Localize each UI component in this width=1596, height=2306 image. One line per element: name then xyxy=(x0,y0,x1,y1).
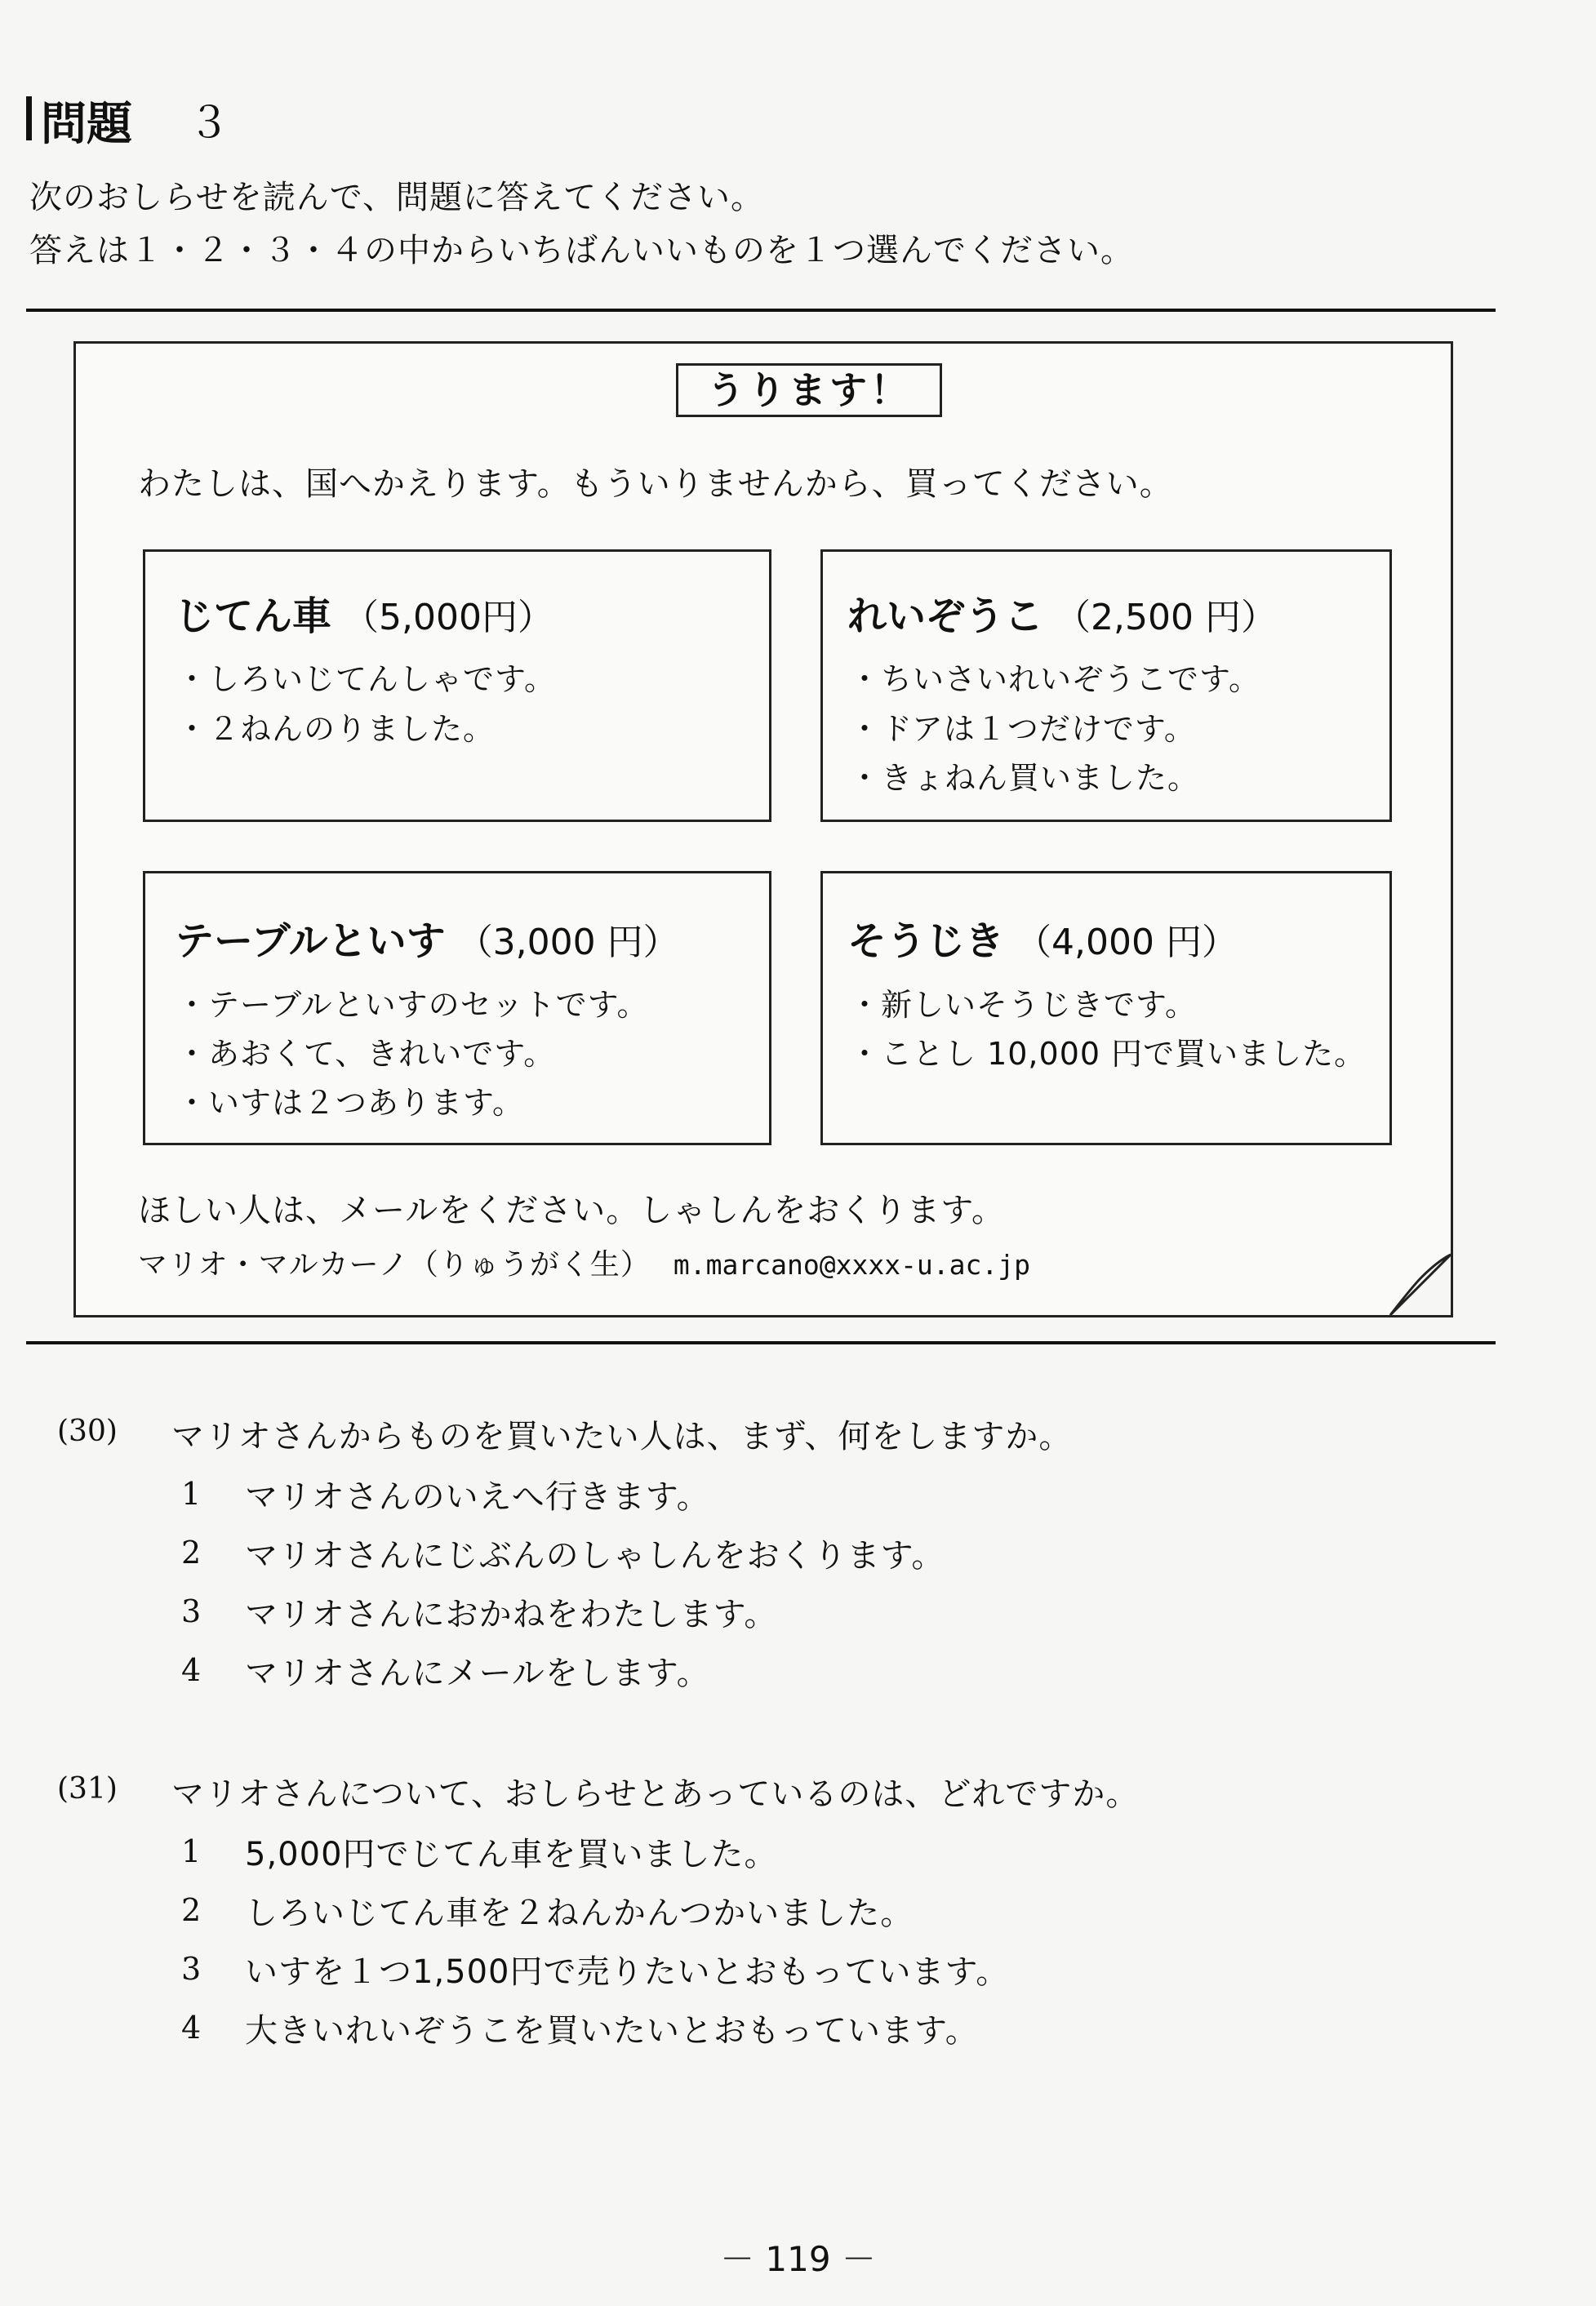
item-line: ・しろいじてんしゃです。 xyxy=(176,661,556,697)
item-card-table-chairs xyxy=(143,871,771,1145)
instruction-line-1: 次のおしらせを読んで、問題に答えてください。 xyxy=(29,179,764,216)
item-line: ・テーブルといすのセットです。 xyxy=(176,987,649,1023)
item-line: ・いすは２つあります。 xyxy=(176,1085,524,1121)
option-text: しろいじてん車を２ねんかんつかいました。 xyxy=(245,1895,914,1932)
option-number: 2 xyxy=(181,1892,202,1928)
notice-footer-1: ほしい人は、メールをください。しゃしんをおくります。 xyxy=(138,1192,1005,1229)
item-line: ・ドアは１つだけです。 xyxy=(849,711,1196,747)
item-card-bicycle xyxy=(143,549,771,822)
item-line: ・きょねん買いました。 xyxy=(849,760,1200,796)
option-text: いすを１つ1,500円で売りたいとおもっています。 xyxy=(245,1953,1010,1991)
page-curl-icon xyxy=(1389,1253,1451,1315)
item-title xyxy=(847,909,1238,966)
option-text: マリオさんにおかねをわたします。 xyxy=(245,1596,778,1633)
item-price: （5,000円） xyxy=(343,597,553,638)
item-title xyxy=(847,584,1277,641)
notice-title: うります！ xyxy=(676,363,942,417)
item-line: ・新しいそうじきです。 xyxy=(849,987,1197,1023)
sale-notice xyxy=(73,341,1453,1317)
option-text: マリオさんのいえへ行きます。 xyxy=(245,1478,710,1516)
option-text: マリオさんにメールをします。 xyxy=(245,1655,710,1692)
top-divider xyxy=(26,309,1496,312)
notice-footer-2 xyxy=(138,1242,1030,1283)
option-number: 2 xyxy=(181,1535,202,1571)
option-number: 3 xyxy=(181,1951,202,1987)
item-line: ・２ねんのりました。 xyxy=(176,711,496,747)
question-number: (30) xyxy=(57,1415,118,1448)
option-number: 1 xyxy=(181,1833,202,1869)
item-title xyxy=(175,584,553,641)
item-name: じてん車 xyxy=(175,593,332,639)
instruction-line-2: 答えは１・２・３・４の中からいちばんいいものを１つ選んでください。 xyxy=(29,232,1134,269)
option-number: 4 xyxy=(181,1652,202,1688)
option-text: 5,000円でじてん車を買いました。 xyxy=(245,1836,778,1873)
item-name: テーブルといす xyxy=(175,918,446,964)
item-line: ・あおくて、きれいです。 xyxy=(176,1036,556,1072)
notice-intro: わたしは、国へかえります。もういりませんから、買ってください。 xyxy=(138,465,1173,503)
item-price: （4,000 円） xyxy=(1016,922,1238,963)
question-number: (31) xyxy=(57,1772,118,1806)
question-text: マリオさんについて、おしらせとあっているのは、どれですか。 xyxy=(171,1775,1140,1813)
item-line: ・ことし 10,000 円で買いました。 xyxy=(849,1036,1367,1072)
bottom-divider xyxy=(26,1341,1496,1344)
item-name: れいぞうこ xyxy=(847,593,1044,639)
item-name: そうじき xyxy=(847,918,1005,964)
page-number: － 119 － xyxy=(720,2239,876,2279)
item-title xyxy=(175,909,679,966)
option-number: 1 xyxy=(181,1476,202,1512)
item-price: （2,500 円） xyxy=(1055,597,1277,638)
item-line: ・ちいさいれいぞうこです。 xyxy=(849,661,1260,697)
option-text: マリオさんにじぶんのしゃしんをおくります。 xyxy=(245,1537,945,1575)
item-card-vacuum xyxy=(820,871,1392,1145)
option-text: 大きいれいぞうこを買いたいとおもっています。 xyxy=(245,2012,979,2050)
section-title: 問題 xyxy=(41,98,132,151)
section-number: ３ xyxy=(188,99,231,148)
item-price: （3,000 円） xyxy=(456,922,679,963)
question-text: マリオさんからものを買いたい人は、まず、何をしますか。 xyxy=(171,1418,1073,1455)
title-bar-mark xyxy=(26,96,32,140)
author-name: マリオ・マルカーノ（りゅうがく生） xyxy=(138,1248,651,1282)
item-card-fridge xyxy=(820,549,1392,822)
option-number: 3 xyxy=(181,1593,202,1629)
option-number: 4 xyxy=(181,2010,202,2046)
email-address: m.marcano@xxxx-u.ac.jp xyxy=(673,1249,1031,1281)
